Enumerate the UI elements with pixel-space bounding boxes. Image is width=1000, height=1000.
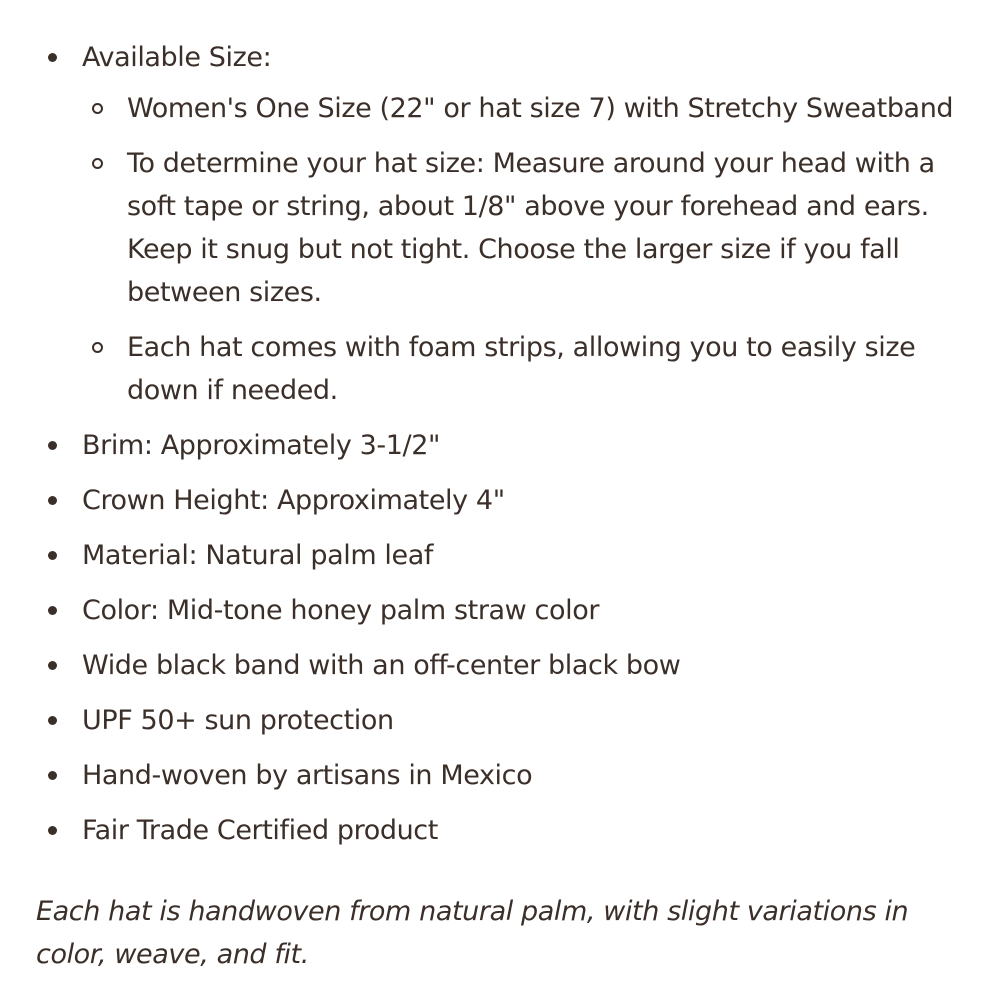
- list-item-text: Hand-woven by artisans in Mexico: [82, 760, 533, 791]
- bullet-icon: [48, 716, 57, 725]
- bullet-icon: [48, 606, 57, 615]
- list-item-color: [0, 589, 1000, 632]
- hollow-bullet-icon: [92, 103, 103, 114]
- sub-list-item: [82, 142, 960, 314]
- list-item-fair-trade: [0, 809, 1000, 852]
- bullet-icon: [48, 826, 57, 835]
- list-item-text: Brim: Approximately 3-1/2": [82, 430, 441, 461]
- bullet-icon: [48, 53, 57, 62]
- sub-list-item-text: Each hat comes with foam strips, allowing you to easily size down if needed.: [127, 332, 916, 406]
- list-item-text: Crown Height: Approximately 4": [82, 485, 505, 516]
- list-item-brim: [0, 424, 1000, 467]
- bullet-icon: [48, 496, 57, 505]
- handwoven-note: Each hat is handwoven from natural palm, with slight variations in color, weave, and fit.: [36, 896, 909, 970]
- list-item-crown-height: [0, 479, 1000, 522]
- list-item-text: Wide black band with an off-center black bow: [82, 650, 681, 681]
- available-size-sublist: [82, 87, 960, 412]
- list-item-origin: [0, 754, 1000, 797]
- hollow-bullet-icon: [92, 158, 103, 169]
- bullet-icon: [48, 551, 57, 560]
- list-item-upf: [0, 699, 1000, 742]
- bullet-icon: [48, 441, 57, 450]
- list-item-text: Fair Trade Certified product: [82, 815, 438, 846]
- bullet-icon: [48, 661, 57, 670]
- list-item-text: Color: Mid-tone honey palm straw color: [82, 595, 600, 626]
- list-item-material: [0, 534, 1000, 577]
- sub-list-item-text: Women's One Size (22" or hat size 7) with Stretchy Sweatband: [127, 93, 954, 124]
- sub-list-item: [82, 326, 960, 412]
- product-details-list: [0, 36, 1000, 864]
- list-item-band: [0, 644, 1000, 687]
- sub-list-item-text: To determine your hat size: Measure around your head with a soft tape or string, about 1/8" above your forehead and ears. Keep it snug but not tight. Choose the larger size if you fall between sizes.: [127, 148, 935, 308]
- available-size-label: Available Size:: [82, 42, 272, 73]
- list-item-text: UPF 50+ sun protection: [82, 705, 394, 736]
- sub-list-item: [82, 87, 960, 130]
- hollow-bullet-icon: [92, 342, 103, 353]
- list-item-available-size: [0, 36, 1000, 412]
- list-item-text: Material: Natural palm leaf: [82, 540, 433, 571]
- bullet-icon: [48, 771, 57, 780]
